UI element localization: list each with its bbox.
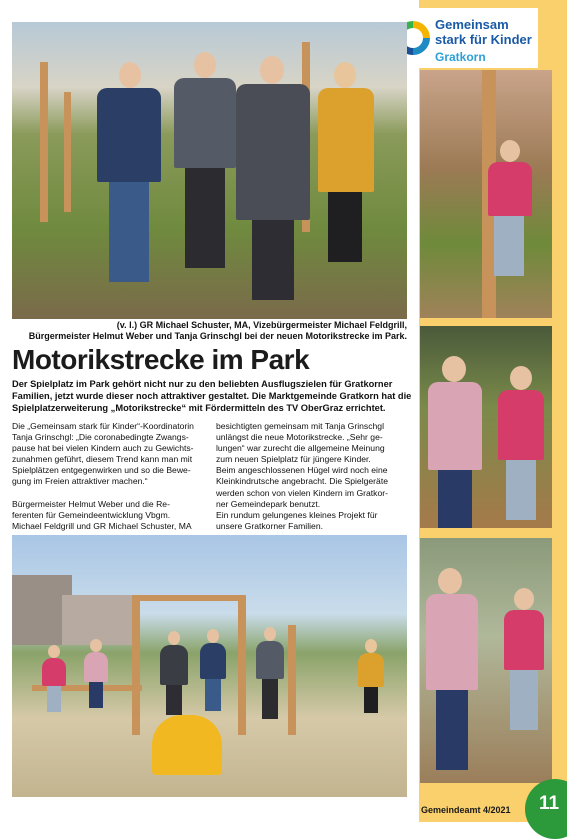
body-line: zunahmen geführt, diesem Trend kann man mit xyxy=(12,454,193,465)
spring-rider xyxy=(152,715,222,775)
logo-line-3: Gratkorn xyxy=(435,50,486,64)
body-line: Beim angeschlossenen Hügel wird noch eine xyxy=(216,465,388,476)
logo-line-1: Gemeinsam xyxy=(435,17,509,32)
photo-caption xyxy=(12,320,407,342)
child-climbing-photo xyxy=(420,70,552,318)
body-line: gung im Freien attraktiver machen.“ xyxy=(12,476,148,487)
body-column-right xyxy=(216,421,408,532)
wooden-post xyxy=(40,62,48,222)
wooden-post xyxy=(64,92,71,212)
headline: Motorikstrecke im Park xyxy=(12,344,310,375)
body-line: Tanja Grinschgl: „Die coronabedingte Zwangs- xyxy=(12,432,189,443)
children-climbing-photo xyxy=(420,538,552,783)
playground-photo xyxy=(12,535,407,797)
body-line: werden schon von vielen Kindern im Gratkor- xyxy=(216,487,388,498)
body-line: Michael Feldgrill und GR Michael Schuster, MA xyxy=(12,520,192,531)
body-line: zum neuen Spielplatz für jüngere Kinder. xyxy=(216,454,371,465)
body-line: unlängst die neue Motorikstrecke. „Sehr ge- xyxy=(216,432,383,443)
wooden-post xyxy=(288,625,296,735)
issue-label: Gemeindeamt 4/2021 xyxy=(421,805,511,815)
lead-line: Spielplatzerweiterung „Motorikstrecke“ mit Fördermitteln des TV OberGraz errichtet. xyxy=(12,403,386,414)
body-line: Kleinkindrutsche angebracht. Die Spielgeräte xyxy=(216,476,388,487)
body-line: Spielplätzen entgegenwirken und so die Bewe- xyxy=(12,465,191,476)
group-photo xyxy=(12,22,407,319)
body-line: unsere Gratkorner Familien. xyxy=(216,520,323,531)
lead-line: Familien, jetzt wurde dieser noch attraktiver gestaltet. Die Marktgemeinde Gratkorn hat die xyxy=(12,391,412,402)
children-swing-photo xyxy=(420,326,552,528)
wooden-beam xyxy=(132,595,246,601)
logo xyxy=(387,8,538,68)
body-line: ferenten für Gemeindeentwicklung Vbgm. xyxy=(12,509,171,520)
body-line: Bürgermeister Helmut Weber und die Re- xyxy=(12,498,170,509)
lead-paragraph xyxy=(12,378,412,415)
lead-line: Der Spielplatz im Park gehört nicht nur zu den beliebten Ausflugszielen für Gratkorner xyxy=(12,379,393,389)
paragraph-gap xyxy=(12,488,207,499)
body-line: lungen“ war zurecht die allgemeine Meinung xyxy=(216,443,385,454)
wooden-post xyxy=(238,595,246,735)
body-line: Ein rundum gelungenes kleines Projekt für xyxy=(216,509,378,520)
body-line: pause hat bei vielen Kindern auch zu Gewichts- xyxy=(12,443,194,454)
body-line: Die „Gemeinsam stark für Kinder“-Koordinatorin xyxy=(12,421,194,431)
body-line: ner Gemeindepark benutzt. xyxy=(216,498,321,509)
page-number: 11 xyxy=(539,793,560,814)
logo-line-2: stark für Kinder xyxy=(435,32,532,47)
caption-line: Bürgermeister Helmut Weber und Tanja Grinschgl bei der neuen Motorikstrecke im Park. xyxy=(28,331,407,341)
body-column-left xyxy=(12,421,207,532)
building xyxy=(62,595,132,645)
wooden-post xyxy=(132,595,140,735)
body-line: besichtigten gemeinsam mit Tanja Grinschgl xyxy=(216,421,384,431)
caption-line: (v. l.) GR Michael Schuster, MA, Vizebürgermeister Michael Feldgrill, xyxy=(116,320,407,330)
